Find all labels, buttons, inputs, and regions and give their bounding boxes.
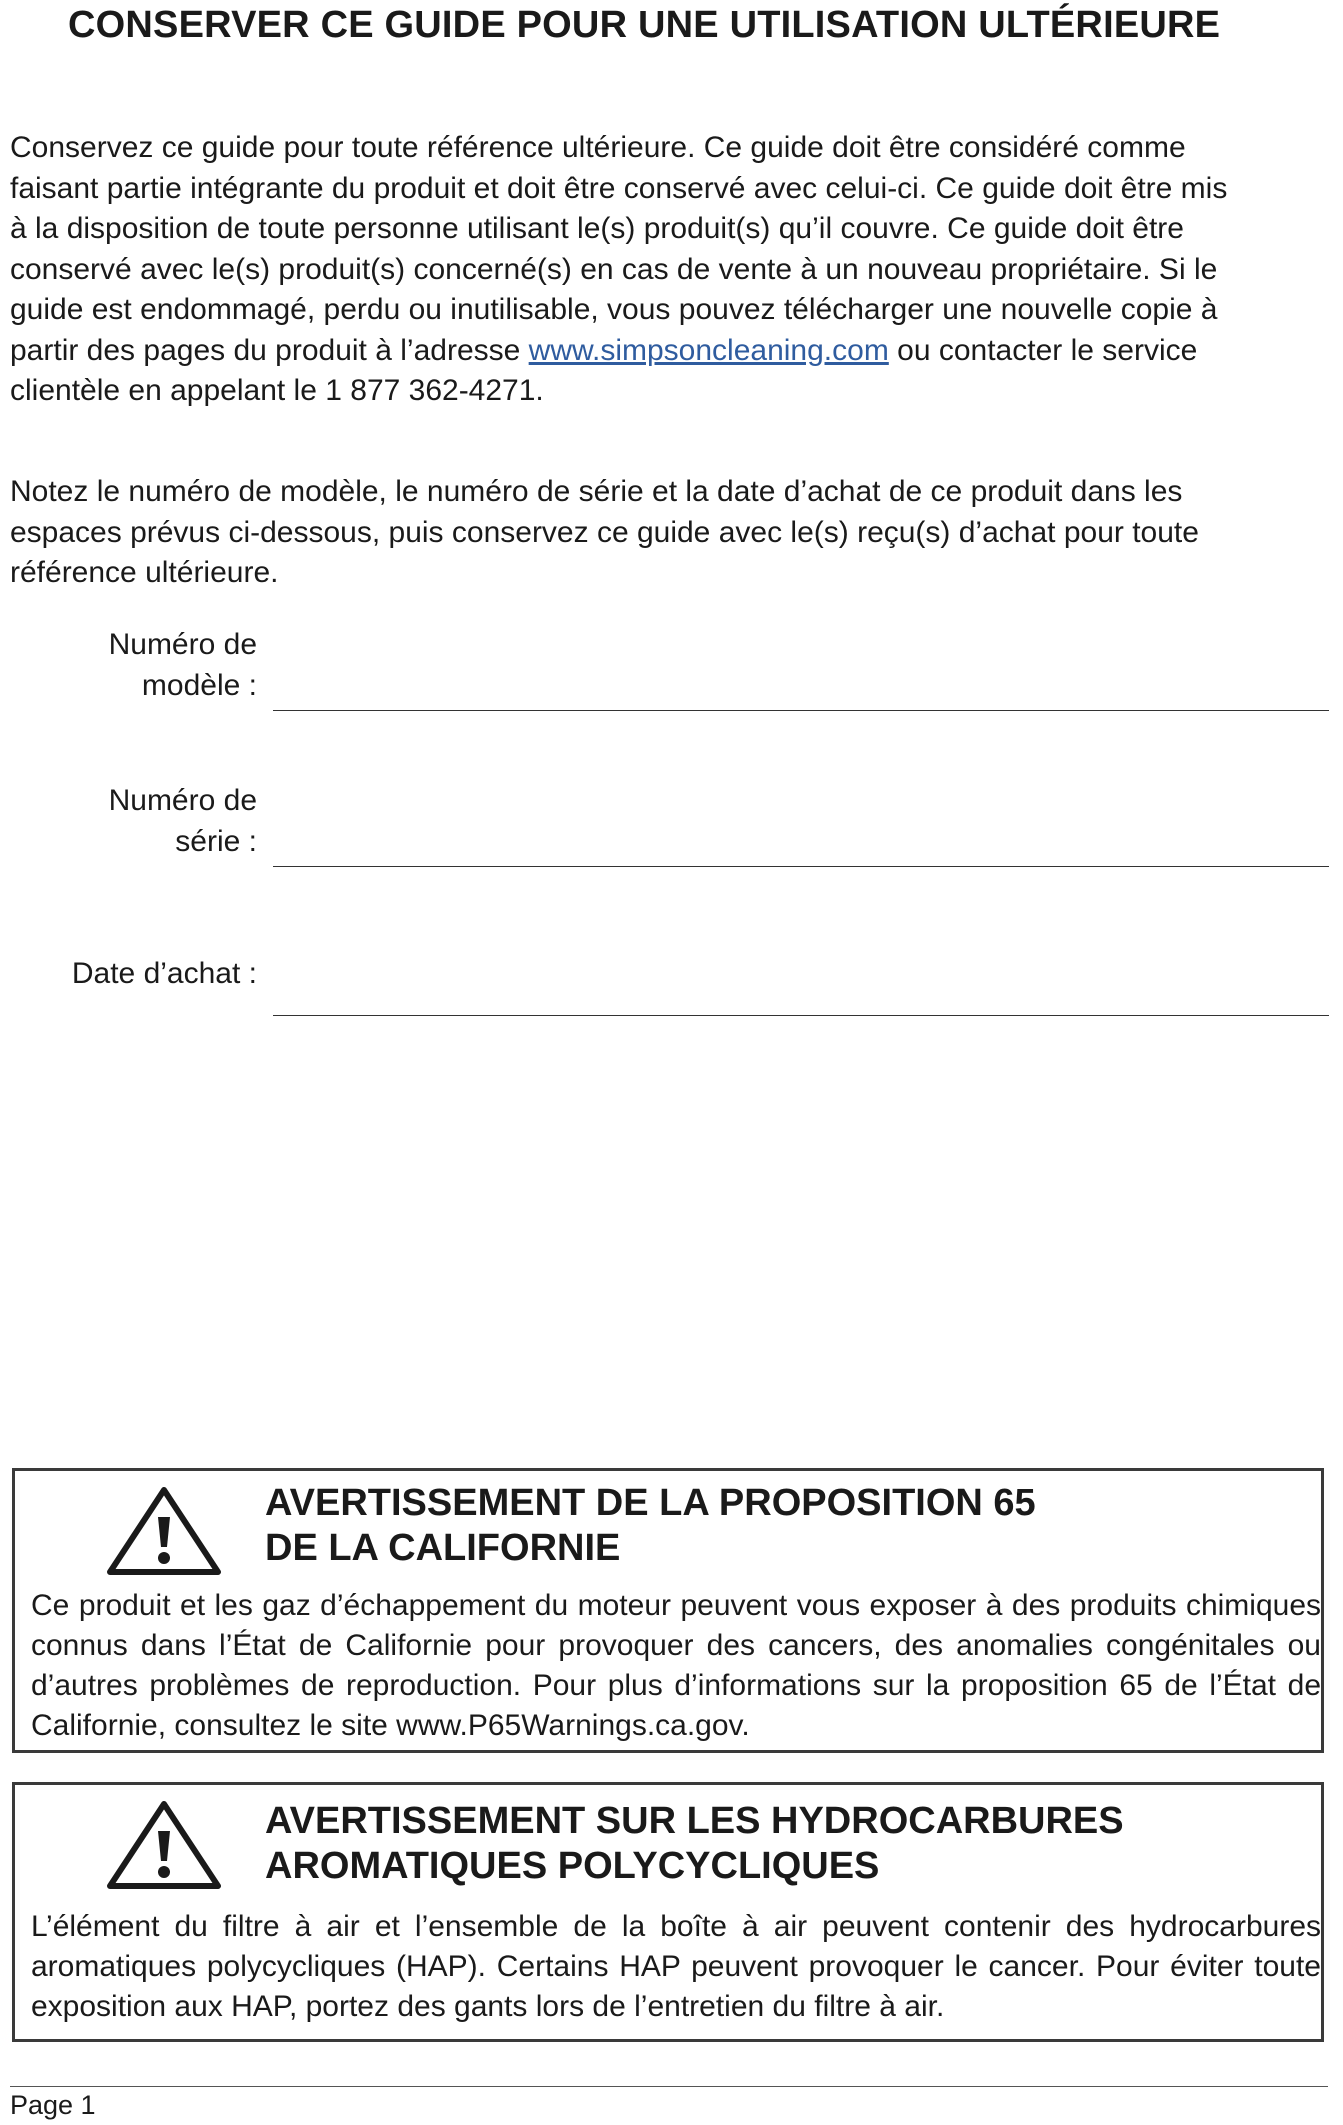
pah-warning-text: L’élément du filtre à air et l’ensemble de la boîte à air peuvent contenir des hydrocarbures aromatiques polycycliques (HAP). Certains HAP peuvent provoquer le cancer. Pour éviter toute exposition aux HAP, portez des gants lors de l’entretien du filtre à air. xyxy=(31,1910,1321,2023)
website-link[interactable]: www.simpsoncleaning.com xyxy=(528,333,889,367)
page-number: Page 1 xyxy=(10,2090,96,2120)
warning-triangle-icon xyxy=(105,1485,223,1577)
pah-warning-box xyxy=(12,1782,1324,2042)
intro-paragraph xyxy=(10,128,1340,412)
intro-text-end: ou contacter le service clientèle en appelant le 1 877 362-4271. xyxy=(10,333,1198,407)
intro-text-start: Conservez ce guide pour toute référence ultérieure. Ce guide doit être considéré comme faisant partie intégrante du produit et doit être conservé avec celui-ci. Ce guide doit être mis à la disposition de toute personne utilisant le(s) produit(s) qu’il couvre. Ce guide doit être conservé avec le(s) produit(s) concerné(s) en cas de vente à un nouveau propriétaire. Si le guide est endommagé, perdu ou inutilisable, vous pouvez télécharger une nouvelle copie à partir des pages du produit à l’adresse xyxy=(10,131,1228,367)
warning-triangle-icon xyxy=(105,1799,223,1891)
purchase-date-line[interactable] xyxy=(273,1015,1329,1016)
serial-number-label: Numéro de série : xyxy=(108,784,257,858)
prop65-warning-text: Ce produit et les gaz d’échappement du moteur peuvent vous exposer à des produits chimiques connus dans l’État de Californie pour provoquer des cancers, des anomalies congénitales ou d’autres problèmes de reproduction. Pour plus d’informations sur la proposition 65 de l’État de Californie, consultez le site www.P65Warnings.ca.gov. xyxy=(31,1589,1321,1742)
record-note-paragraph: Notez le numéro de modèle, le numéro de série et la date d’achat de ce produit dans les espaces prévus ci-dessous, puis conservez ce guide avec le(s) reçu(s) d’achat pour toute référence ultérieure. xyxy=(10,475,1199,589)
prop65-warning-title: AVERTISSEMENT DE LA PROPOSITION 65 DE LA CALIFORNIE xyxy=(265,1482,1036,1569)
serial-number-line[interactable] xyxy=(273,866,1329,867)
model-number-label: Numéro de modèle : xyxy=(108,628,257,702)
pah-warning-title: AVERTISSEMENT SUR LES HYDROCARBURES AROMATIQUES POLYCYCLIQUES xyxy=(265,1800,1124,1887)
purchase-date-label: Date d’achat : xyxy=(71,957,257,990)
model-number-line[interactable] xyxy=(273,710,1329,711)
footer-divider xyxy=(10,2086,1328,2087)
page-title: CONSERVER CE GUIDE POUR UNE UTILISATION ULTÉRIEURE xyxy=(68,4,1221,46)
prop65-warning-box xyxy=(12,1468,1324,1753)
